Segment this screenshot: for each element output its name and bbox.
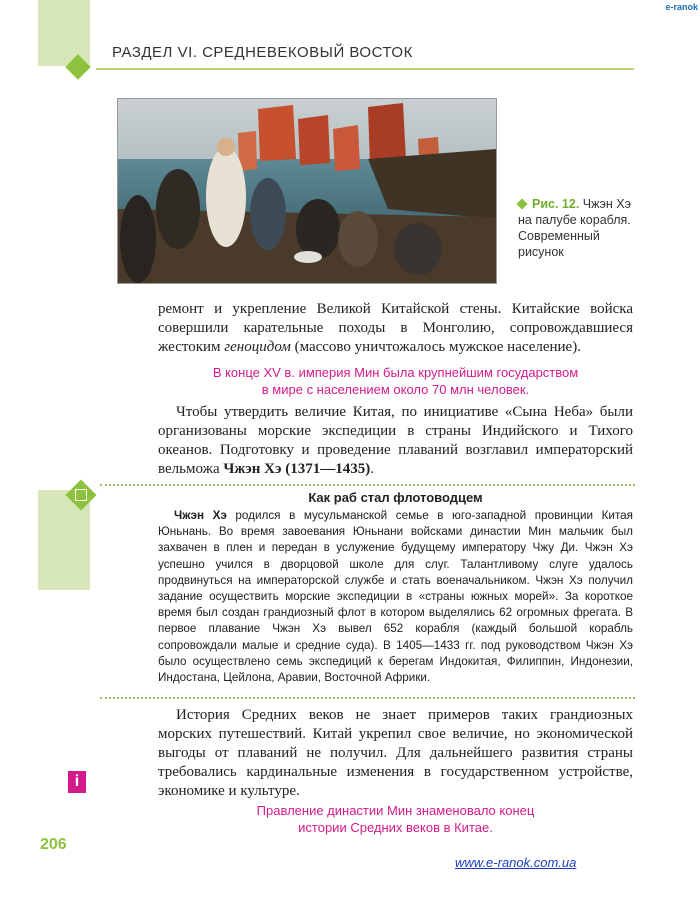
section-title: РАЗДЕЛ VI. СРЕДНЕВЕКОВЫЙ ВОСТОК [112,44,413,61]
paragraph-3: История Средних веков не знает примеров таких грандиозных морских путешествий. Китай укрепил свое величие, но экономической выгоды от плаваний не получил. Для дальнейшего развития страны требовались кардинальные изменения в государственном устройстве, экономике и культуре. [158,707,633,799]
highlight-ming-end [158,802,633,836]
paragraph-1-text: ремонт и укрепление Великой Китайской стены. Китайские войска совершили карательные походы в Монголию, сопровождавшиеся жестоким [158,301,633,355]
highlight-ming-empire [158,364,633,398]
illustration-zheng-he [117,98,497,284]
box-top-divider [100,484,635,486]
highlight-2-line-1: Правление династии Мин знаменовало конец [256,803,535,818]
figure-caption-text: Чжэн Хэ на палубе корабля. Современный рисунок [518,197,631,259]
figure-label: Рис. 12. [532,197,580,211]
zheng-he-name: Чжэн Хэ (1371—1435) [223,461,371,477]
paragraph-1 [158,300,633,357]
box-lead-name: Чжэн Хэ [174,509,227,522]
caption-diamond-icon [516,198,527,209]
publisher-logo: e-ranok [665,2,698,12]
page-number: 206 [40,836,67,853]
website-link[interactable]: www.e-ranok.com.ua [455,855,577,870]
highlight-2-line-2: истории Средних веков в Китае. [298,820,493,835]
highlight-1-line-1: В конце XV в. империя Мин была крупнейшим государством [212,365,579,380]
paragraph-1-end: (массово уничтожалось мужское население). [290,339,581,355]
box-text [158,508,633,686]
highlight-1-line-2: в мире с населением около 70 млн человек. [261,382,530,397]
info-icon: i [68,771,86,793]
box-title: Как раб стал флотоводцем [308,490,483,505]
paragraph-2-end: . [370,461,374,477]
header-decor-bar [38,0,90,66]
note-icon-frame [75,489,87,501]
paragraph-2 [158,403,633,479]
header-rule [96,68,634,70]
box-body: родился в мусульманской семье в юго-западной провинции Китая Юньнань. Во время завоевания Юньнани войсками династии Мин мальчик был захвачен в плен и передан в услужение будущему императору Чжу Ди. Чжэн Хэ успешно учился в дворцовой школе для слуг. Талантливому слуге удалось продвинуться на императорской службе и стать военачальником. Чжэн Хэ получил задание осуществить морские экспедиции в «страны южных морей». За короткое время был создан грандиозный флот в котором выделялись 62 огромных фрегата. В первое плавание Чжэн Хэ вывел 652 корабля (каждый большой корабль сопровождали малые и средние суда). В 1405—1433 гг. под руководством Чжэн Хэ было осуществлено семь экспедиций к берегам Индокитая, Филиппин, Индонезии, Индостана, Цейлона, Аравии, Восточной Африки. [158,509,633,685]
illustration-painting [118,99,496,283]
paragraph-2-text: Чтобы утвердить величие Китая, по инициативе «Сына Неба» были организованы морские экспедиции в страны Индийского и Тихого океанов. Подготовку и проведение плаваний возглавил императорский вельможа [158,404,633,477]
box-bottom-divider [100,697,635,699]
figure-caption [518,196,638,260]
term-genocide: геноцидом [224,339,291,355]
